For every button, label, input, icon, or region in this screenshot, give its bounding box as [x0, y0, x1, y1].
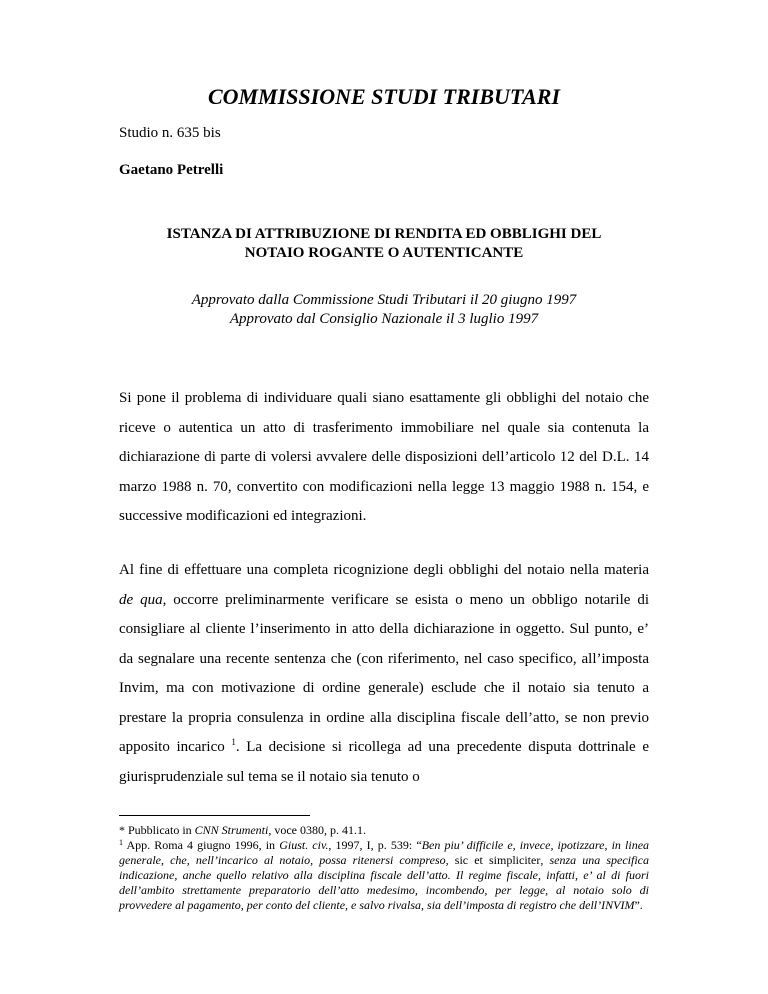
footnote-star-text-a: Pubblicato in [125, 823, 195, 837]
footnote-divider [119, 815, 310, 816]
body-paragraph-1: Si pone il problema di individuare quali siano esattamente gli obblighi del notaio che riceve o autentica un atto di trasferimento immobiliare nel quale sia contenuta la dichiarazione di parte di volersi avvalere delle disposizioni dell’articolo 12 del D.L. 14 marzo 1988 n. 70, convertito con modificazioni nella legge 13 maggio 1988 n. 154, e successive modificazioni ed integrazioni. [119, 390, 649, 524]
study-subject [119, 225, 649, 263]
footnote-star [119, 823, 649, 838]
footnote-1-journal: Giust. civ. [279, 838, 329, 852]
footnote-1-quote-a: Ben piu’ difficile e, invece, ipotizzare, in linea generale, che, nell’incarico al notaio, possa ritenersi compreso, [119, 838, 650, 867]
subject-line-2: NOTAIO ROGANTE O AUTENTICANTE [244, 245, 524, 261]
approval-commission: Approvato dalla Commissione Studi Tributari il 20 giugno 1997 [191, 292, 577, 308]
footnote-1-text-b: , 1997, I, p. 539: “ [328, 838, 422, 852]
footnote-1-text-a: App. Roma 4 giugno 1996, in [123, 838, 280, 852]
footnote-1-text-c: sic et simpliciter [448, 853, 541, 867]
footnote-star-source: CNN Strumenti [194, 823, 269, 837]
footnote-ref-1[interactable]: 1 [231, 737, 236, 747]
page-title: COMMISSIONE STUDI TRIBUTARI [207, 84, 561, 109]
footnote-1 [119, 838, 649, 913]
footnote-1-marker: 1 [119, 838, 123, 847]
footnotes [119, 823, 649, 913]
body-paragraph-2 [119, 556, 649, 792]
subject-line-1: ISTANZA DI ATTRIBUZIONE DI RENDITA ED OBBLIGHI DEL [166, 226, 602, 242]
footnote-star-marker: * [119, 823, 125, 837]
approval-notes [119, 291, 649, 329]
paragraph-2-text-c: . La decisione si ricollega ad una precedente disputa dottrinale e giurisprudenziale sul tema se il notaio sia tenuto o [119, 739, 649, 785]
paragraph-2-text-b: , occorre preliminarmente verificare se esista o meno un obbligo notarile di consigliare al cliente l’inserimento in atto della dichiarazione in oggetto. Sul punto, e’ da segnalare una recente sentenza che (con riferimento, nel caso specifico, all’imposta Invim, ma con motivazione di ordine generale) esclude che il notaio sia tenuto a prestare la propria consulenza in ordine alla disciplina fiscale dell’atto, se non previo apposito incarico [119, 591, 649, 755]
author-name: Gaetano Petrelli [119, 162, 224, 178]
approval-council: Approvato dal Consiglio Nazionale il 3 luglio 1997 [229, 311, 539, 327]
footnote-1-text-d: ”. [634, 898, 643, 912]
paragraph-2-text-a: Al fine di effettuare una completa ricognizione degli obblighi del notaio nella materia [119, 562, 649, 578]
footnote-star-text-b: , voce 0380, p. 41.1. [268, 823, 367, 837]
paragraph-2-emphasis: de qua [119, 591, 163, 608]
study-number: Studio n. 635 bis [119, 125, 221, 141]
footnote-1-quote-b: , senza una specifica indicazione, anche quello relativo alla disciplina fiscale dell’atto. Il regime fiscale, infatti, e’ al di fuori dell’ambito strettamente preparatorio dell’atto medesimo, incombendo, per legge, al notaio solo di provvedere al pagamento, per conto del cliente, e salvo rivalsa, sia dell’imposta di registro che dell’INVIM [119, 853, 649, 912]
